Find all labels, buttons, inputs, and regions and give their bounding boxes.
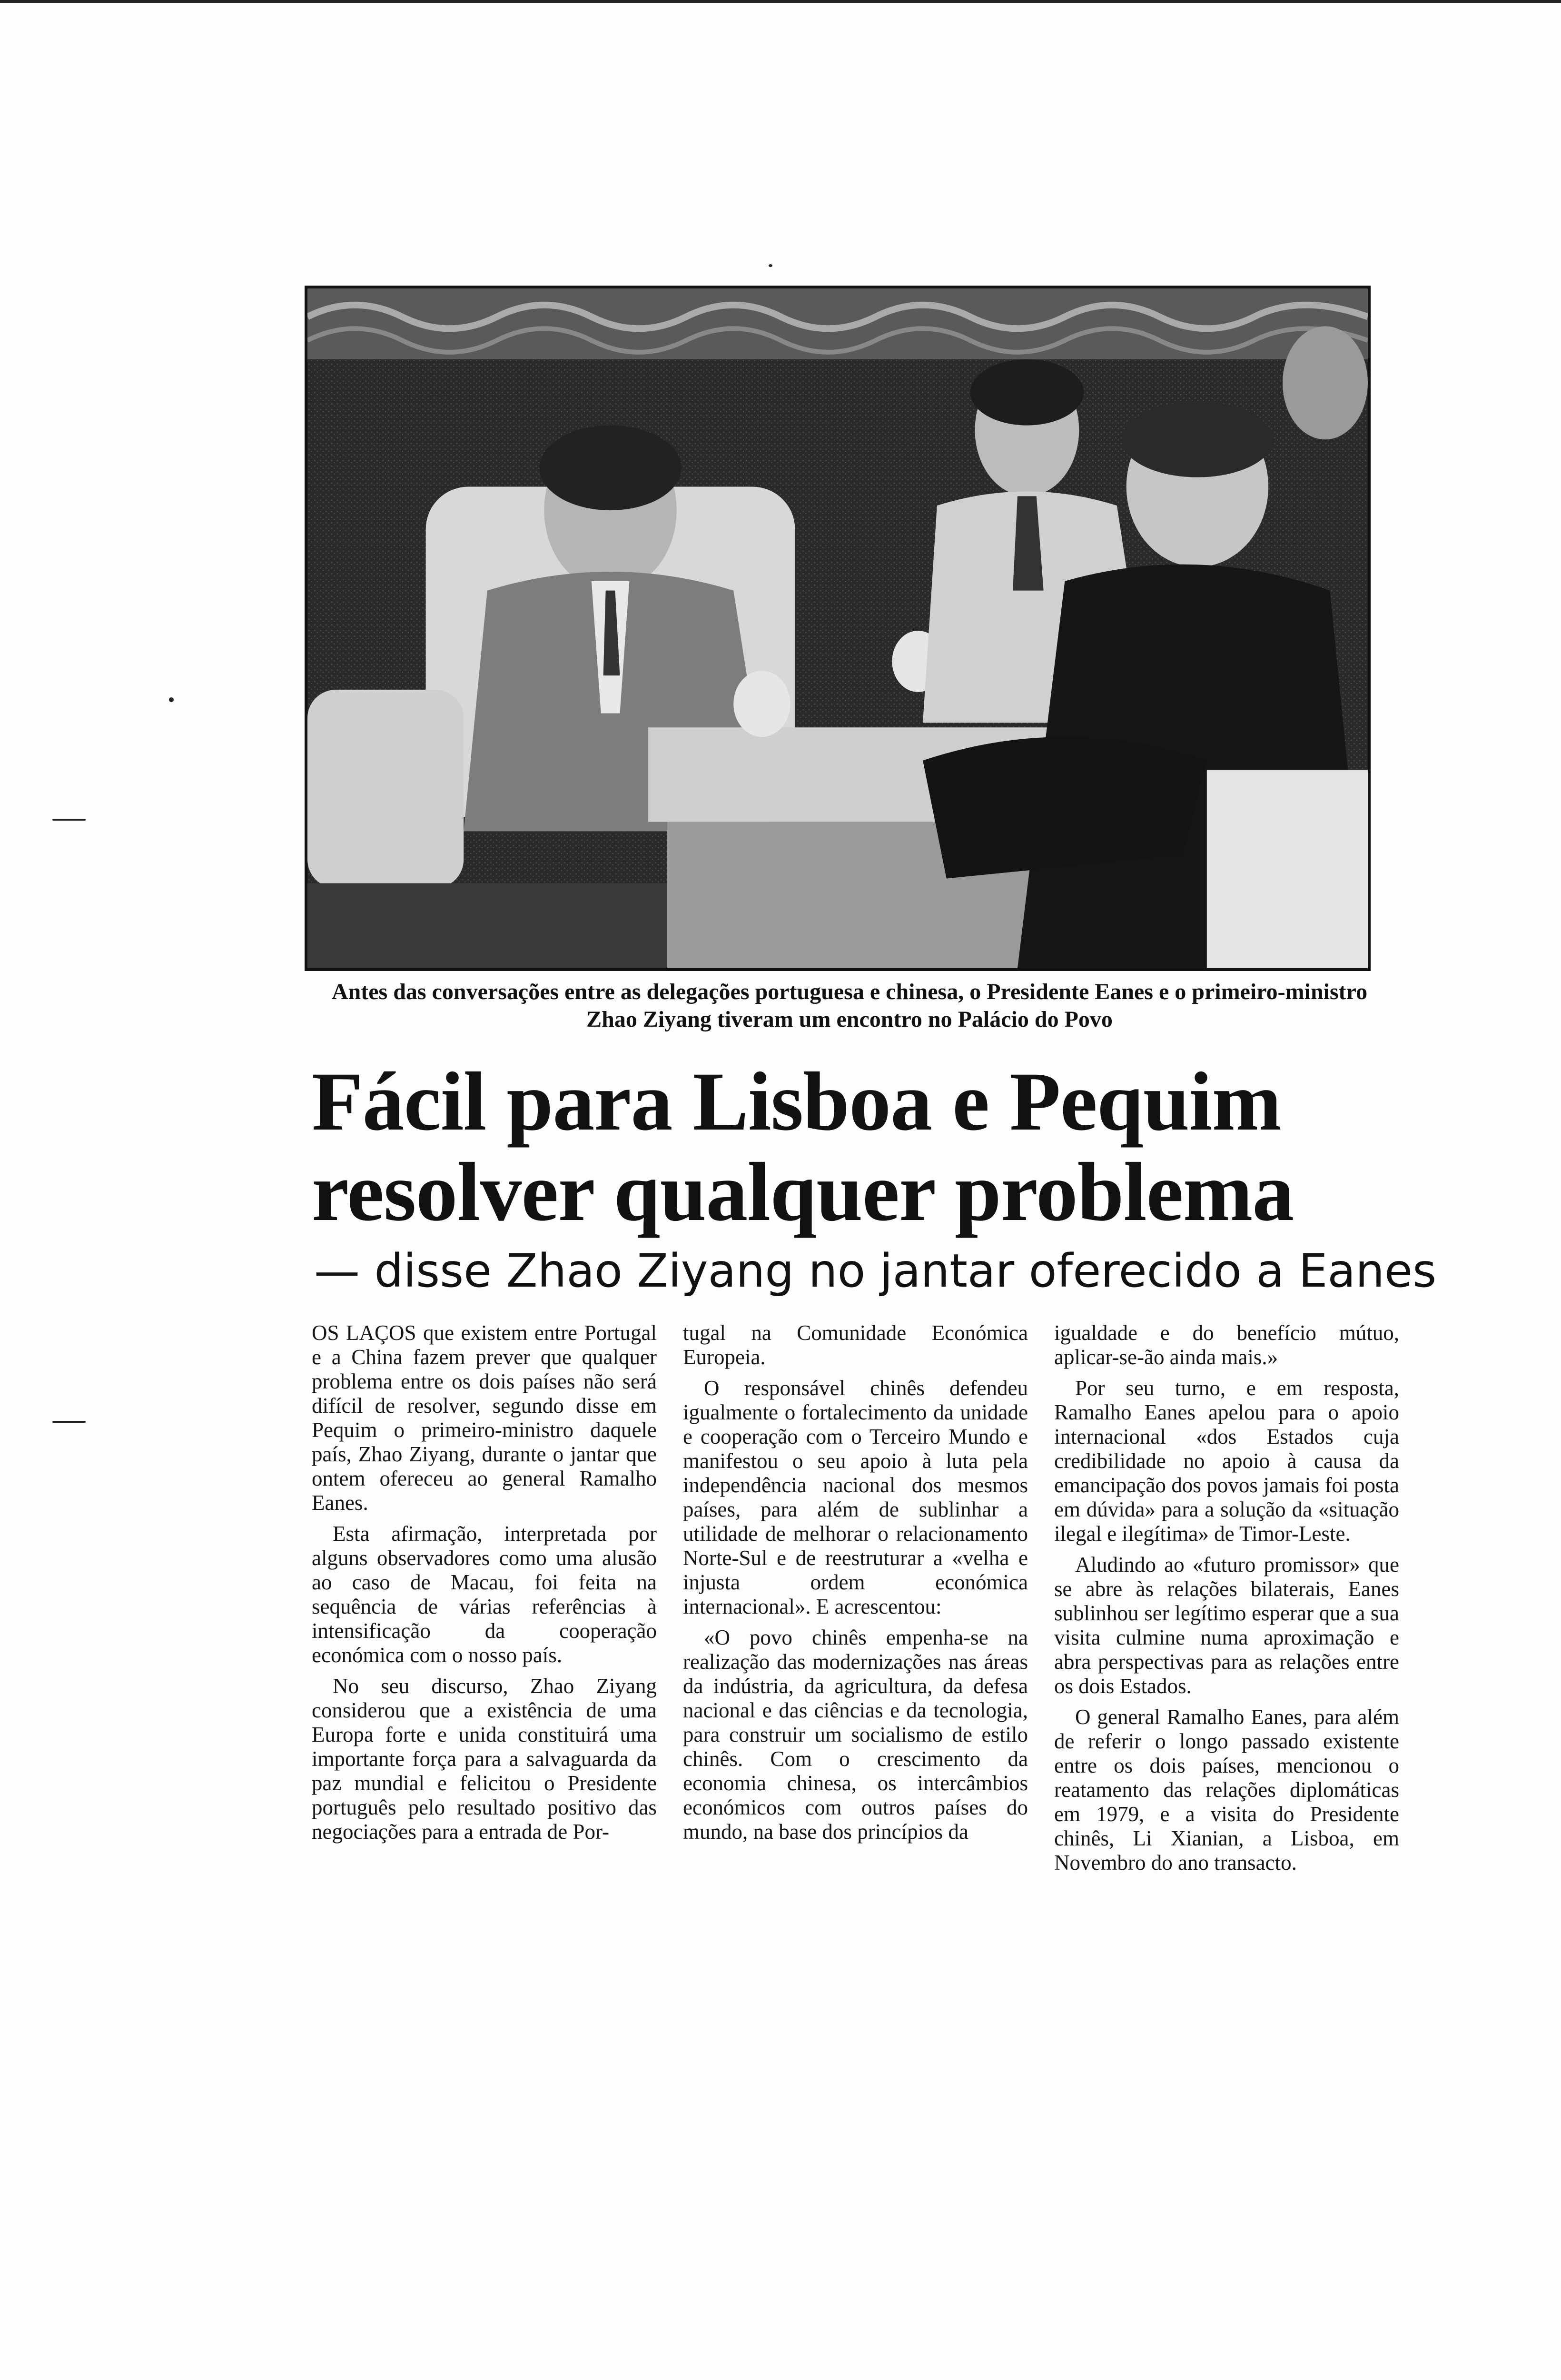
article-paragraph: «O povo chinês empenha-se na realização das modernizações nas áreas da indústria, da agricultura, da defesa nacional e das ciências e da tecnologia, para construir um socialismo de estilo chinês. Com o crescimento da economia chinesa, os intercâmbios económicos com outros países do mundo, na base dos princípios da [683, 1626, 1028, 1844]
article-paragraph: igualdade e do benefício mútuo, aplicar-se-ão ainda mais.» [1054, 1321, 1399, 1369]
article-column-1 [312, 1321, 657, 2380]
headline-line-2: resolver qualquer problema [312, 1146, 1294, 1239]
article-paragraph: No seu discurso, Zhao Ziyang considerou que a existência de uma Europa forte e unida constituirá uma importante força para a salvaguarda da paz mundial e felicitou o Presidente português pelo resultado positivo das negociações para a entrada de Por- [312, 1674, 657, 1844]
scan-speck [769, 264, 772, 267]
photo-illustration [307, 288, 1368, 968]
article-paragraph: O responsável chinês defendeu igualmente o fortalecimento da unidade e cooperação com o Terceiro Mundo e manifestou o seu apoio à luta pela independência nacional dos mesmos países, para além de sublinhar a utilidade de melhorar o relacionamento Norte-Sul e de reestruturar a «velha e injusta ordem económica internacional». E acrescentou: [683, 1376, 1028, 1618]
scan-speck [52, 819, 86, 821]
news-photo [305, 286, 1371, 971]
article-paragraph: Esta afirmação, interpretada por alguns observadores como uma alusão ao caso de Macau, foi feita na sequência de várias referências à intensificação da cooperação económica com o nosso país. [312, 1522, 657, 1667]
headline-line-1: Fácil para Lisboa e Pequim [312, 1055, 1282, 1148]
top-rule [0, 0, 1561, 3]
article-paragraph: OS LAÇOS que existem entre Portugal e a China fazem prever que qualquer problema entre os dois países não será difícil de resolver, segundo disse em Pequim o primeiro-ministro daquele país, Zhao Ziyang, durante o jantar que ontem ofereceu ao general Ramalho Eanes. [312, 1321, 657, 1515]
article-paragraph: O general Ramalho Eanes, para além de referir o longo passado existente entre os dois países, mencionou o reatamento das relações diplomáticas em 1979, e a visita do Presidente chinês, Li Xianian, a Lisboa, em Novembro do ano transacto. [1054, 1705, 1399, 1874]
article-body [312, 1321, 1399, 2380]
article-paragraph: Aludindo ao «futuro promissor» que se abre às relações bilaterais, Eanes sublinhou ser legítimo esperar que a sua visita culmine numa aproximação e abra perspectivas para as relações entre os dois Estados. [1054, 1553, 1399, 1698]
scan-speck [169, 697, 174, 702]
article-column-2 [683, 1321, 1028, 2380]
article-paragraph: tugal na Comunidade Económica Europeia. [683, 1321, 1028, 1369]
headline [312, 1057, 1406, 1238]
article-column-3 [1054, 1321, 1399, 2380]
scan-speck [52, 1421, 86, 1423]
subheadline: — disse Zhao Ziyang no jantar oferecido a Eanes [314, 1244, 1437, 1298]
article-paragraph: Por seu turno, e em resposta, Ramalho Eanes apelou para o apoio internacional «dos Estados cuja credibilidade no apoio à causa da emancipação dos povos jamais foi posta em dúvida» para a solução da «situação ilegal e ilegítima» de Timor-Leste. [1054, 1376, 1399, 1546]
photo-caption: Antes das conversações entre as delegações portuguesa e chinesa, o Presidente Eanes e o primeiro-ministro Zhao Ziyang tiveram um encontro no Palácio do Povo [331, 979, 1368, 1032]
